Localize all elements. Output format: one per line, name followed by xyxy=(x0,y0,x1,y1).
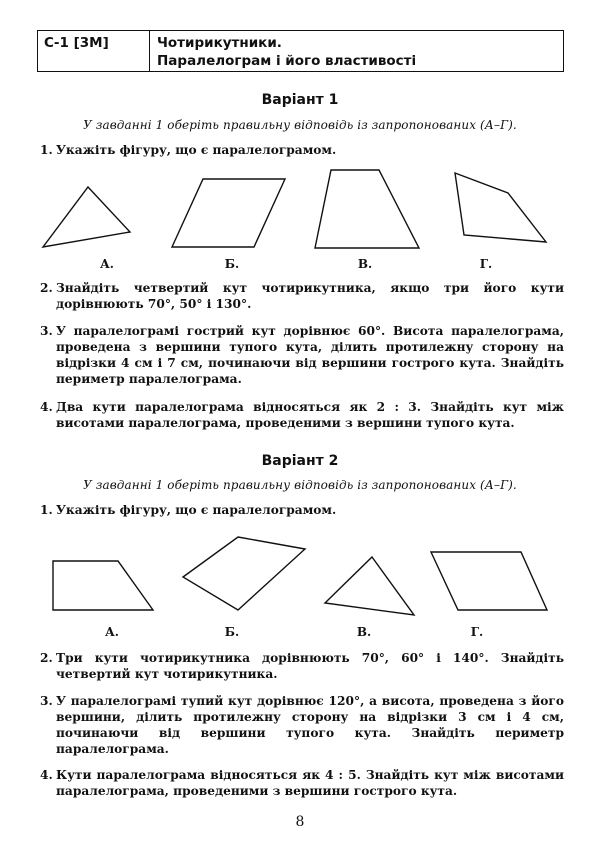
figure-label-v: В. xyxy=(356,625,372,639)
task-text: Укажіть фігуру, що є паралелограмом. xyxy=(56,503,337,517)
task-number: 2. xyxy=(40,651,53,665)
topic-title-line1: Чотирикутники. xyxy=(157,35,282,51)
figure-label-a: А. xyxy=(105,625,119,639)
variant1-task3 xyxy=(40,323,564,387)
page-number: 8 xyxy=(295,814,305,830)
variant2-task2 xyxy=(40,650,564,682)
task-number: 3. xyxy=(40,324,53,338)
variant2-instruction: У завданні 1 оберіть правильну відповідь із запропонованих (А–Г). xyxy=(83,478,517,492)
variant1-task4 xyxy=(40,399,564,431)
variant2-task3 xyxy=(40,693,564,757)
figure-label-b: Б. xyxy=(224,257,240,271)
task-text: Три кути чотирикутника дорівнюють 70°, 60° і 140°. Знайдіть четвертий кут чотирикутника. xyxy=(56,651,564,681)
variant1-figure-g-quadrilateral xyxy=(0,160,600,260)
figure-label-g: Г. xyxy=(470,625,484,639)
task-number: 1. xyxy=(40,503,53,517)
worksheet-code: С-1 [3М] xyxy=(38,31,150,71)
variant1-task2 xyxy=(40,280,564,312)
variant1-title: Варіант 1 xyxy=(261,92,339,108)
task-text: Укажіть фігуру, що є паралелограмом. xyxy=(56,143,337,157)
figure-label-v: В. xyxy=(357,257,373,271)
variant2-task4 xyxy=(40,767,564,799)
variant2-figure-g-parallelogram xyxy=(0,525,600,625)
task-number: 1. xyxy=(40,143,53,157)
figure-label-a: А. xyxy=(100,257,114,271)
variant1-instruction: У завданні 1 оберіть правильну відповідь із запропонованих (А–Г). xyxy=(83,118,517,132)
topic-header xyxy=(37,30,564,72)
task-text: У паралелограмі тупий кут дорівнює 120°, а висота, проведена з його вершини, ділить протилежну сторону на відрізки 3 см і 4 см, починаючи від вершини тупого кута. Знайдіть периметр паралелограма. xyxy=(56,694,564,756)
task-number: 2. xyxy=(40,281,53,295)
variant1-task1 xyxy=(40,142,564,158)
figure-label-b: Б. xyxy=(224,625,240,639)
topic-title-line2: Паралелограм і його властивості xyxy=(157,53,417,69)
task-text: У паралелограмі гострий кут дорівнює 60°. Висота паралелограма, проведена з вершини тупого кута, ділить протилежну сторону на відрізки 4 см і 7 см, починаючи від вершини гострого кута. Знайдіть периметр паралелограма. xyxy=(56,324,564,386)
task-number: 4. xyxy=(40,768,53,782)
variant2-task1 xyxy=(40,502,564,518)
task-number: 4. xyxy=(40,400,53,414)
figure-label-g: Г. xyxy=(479,257,493,271)
task-text: Знайдіть четвертий кут чотирикутника, якщо три його кути дорівнюють 70°, 50° і 130°. xyxy=(56,281,564,311)
variant2-title: Варіант 2 xyxy=(261,453,339,469)
topic-title xyxy=(150,31,563,71)
task-text: Кути паралелограма відносяться як 4 : 5. Знайдіть кут між висотами паралелограма, проведеними з вершини гострого кута. xyxy=(56,768,564,798)
task-number: 3. xyxy=(40,694,53,708)
task-text: Два кути паралелограма відносяться як 2 : 3. Знайдіть кут між висотами паралелограма, проведеними з вершини тупого кута. xyxy=(56,400,564,430)
